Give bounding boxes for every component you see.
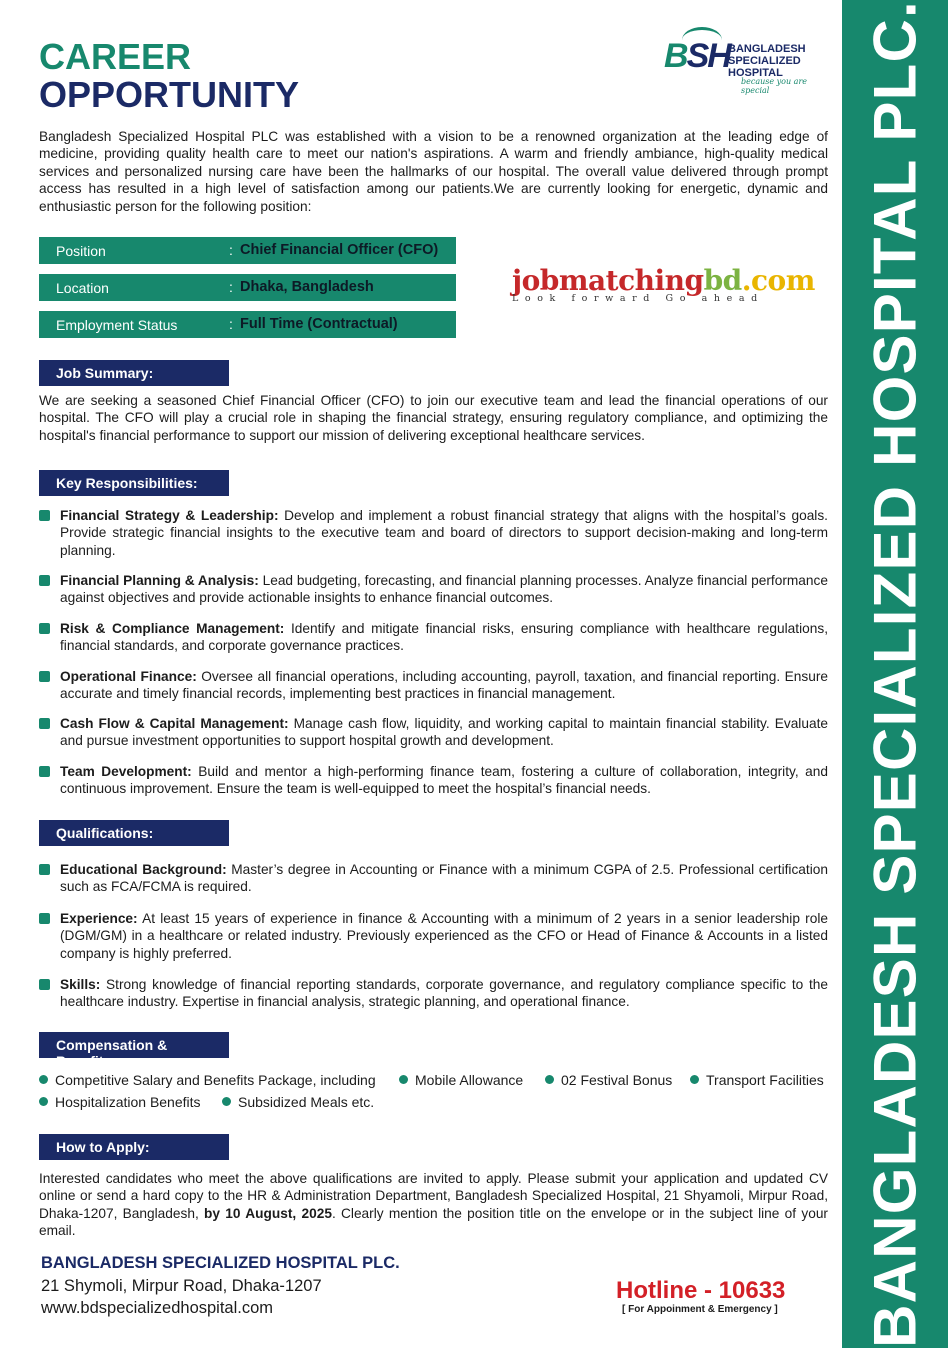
apply-text-after: . Clearly mention the position title on the envelope or in the subject line of your email. [39,1205,828,1239]
info-row-position [39,237,456,264]
apply-deadline: by 10 August, 2025 [204,1205,332,1221]
page-title [39,38,299,114]
logo-mark-b: B [664,37,687,75]
bullet-dot-icon [690,1075,699,1084]
benefit-item [399,1069,523,1091]
list-item [39,668,828,703]
item-text: At least 15 years of experience in finance & Accounting with a minimum of 2 years in a senior leadership role (DGM/GM) in a healthcare or related industry. Previously experienced as the CFO or Head of Finance & Accounts in a listed company is highly preferred. [60,911,828,961]
logo-name-line-2: SPECIALIZED HOSPITAL [728,55,801,79]
footer-address: 21 Shymoli, Mirpur Road, Dhaka-1207 [41,1277,322,1295]
info-row-location [39,274,456,301]
logo-tagline: because you are special [741,77,807,95]
apply-text-before: Interested candidates who meet the above qualifications are invited to apply. Please submit your application and updated CV online or send a hard copy to the HR & Administration Department, Bangladesh Specialized Hospital, 21 Shyamoli, Mirpur Road, Dhaka-1207, Bangladesh, [39,1171,828,1221]
bullet-dot-icon [39,1075,48,1084]
section-heading-benefits: Compensation & Benefits: [39,1032,229,1058]
bullet-square-icon [39,766,50,777]
benefit-label: Subsidized Meals etc. [238,1094,375,1110]
list-item [39,507,828,559]
item-title: Educational Background: [60,862,227,877]
footer-website[interactable]: www.bdspecializedhospital.com [41,1299,274,1317]
info-colon: : [229,242,233,258]
job-summary-text: We are seeking a seasoned Chief Financial Officer (CFO) to join our executive team and lead the financial operations of our hospital. The CFO will play a crucial role in shaping the financial strategy, ensuring regulatory compliance, and optimizing the hospital's financial performance to support our mission of delivering exceptional healthcare services. [39,393,828,443]
bullet-square-icon [39,913,50,924]
benefits-list [39,1069,834,1115]
bullet-square-icon [39,864,50,875]
bullet-square-icon [39,671,50,682]
section-heading-responsibilities: Key Responsibilities: [39,470,229,496]
watermark-part-3: .com [741,264,815,297]
item-text: Identify and mitigate financial risks, ensuring compliance with healthcare regulations, financial standards, and corporate governance practices. [60,621,828,654]
jobmatchingbd-watermark [512,266,828,304]
bullet-square-icon [39,718,50,729]
bullet-square-icon [39,979,50,990]
watermark-logo [512,266,828,296]
info-value: Dhaka, Bangladesh [240,279,374,295]
item-title: Financial Planning & Analysis: [60,573,259,588]
bullet-dot-icon [222,1097,231,1106]
logo-mark-sh: SH [686,37,730,75]
info-value: Chief Financial Officer (CFO) [240,242,439,258]
item-text: Oversee all financial operations, including accounting, payroll, taxation, and financial reporting. Ensure accurate and timely financial records, implementing best practices in financial management. [60,669,828,702]
bullet-square-icon [39,510,50,521]
item-title: Cash Flow & Capital Management: [60,716,289,731]
item-text: Manage cash flow, liquidity, and working capital to maintain financial stability. Evaluate and pursue investment opportunities to support hospital growth and development. [60,716,828,749]
side-banner-text: BANGLADESH SPECIALIZED HOSPITAL PLC. [861,0,929,1348]
title-line-2: OPPORTUNITY [39,74,300,115]
footer-company-name: BANGLADESH SPECIALIZED HOSPITAL PLC. [41,1254,400,1272]
list-item [39,620,828,655]
how-to-apply-text [39,1170,828,1240]
hospital-logo [664,25,834,93]
item-title: Experience: [60,911,138,926]
list-item [39,910,828,962]
item-text: Build and mentor a high-performing finance team, fostering a culture of collaboration, integrity, and continuous improvement. Ensure the team is well-equipped to meet the hospital’s financial needs. [60,764,828,797]
item-title: Financial Strategy & Leadership: [60,508,279,523]
item-title: Team Development: [60,764,192,779]
bullet-square-icon [39,575,50,586]
item-text: Develop and implement a robust financial strategy that aligns with the hospital’s goals. Provide strategic financial insights to the executive team and board of directors to support decision-making and long-term planning. [60,508,828,558]
hotline-number[interactable]: Hotline - 10633 [616,1277,786,1304]
section-heading-qualifications: Qualifications: [39,820,229,846]
benefit-label: Competitive Salary and Benefits Package, including [55,1072,376,1088]
item-title: Risk & Compliance Management: [60,621,285,636]
benefit-item [39,1091,201,1113]
info-label: Location [56,280,109,296]
bullet-square-icon [39,623,50,634]
watermark-part-2: bd [703,264,742,297]
section-heading-how-to-apply: How to Apply: [39,1134,229,1160]
benefit-item [222,1091,374,1113]
watermark-part-1: jobmatching [512,264,704,297]
watermark-slogan: Look forward Go ahead [512,293,764,304]
info-row-employment-status [39,311,456,338]
logo-name [728,43,834,79]
logo-mark [664,37,730,76]
item-text: Lead budgeting, forecasting, and financial planning processes. Analyze financial performance against objectives and provide actionable insights to enhance financial outcomes. [60,573,828,606]
list-item [39,715,828,750]
list-item [39,861,828,896]
benefit-label: Mobile Allowance [415,1072,524,1088]
list-item [39,763,828,798]
benefit-label: Transport Facilities [706,1072,824,1088]
info-colon: : [229,316,233,332]
section-heading-job-summary: Job Summary: [39,360,229,386]
list-item [39,572,828,607]
info-label: Employment Status [56,317,178,333]
benefit-item [690,1069,824,1091]
benefit-label: Hospitalization Benefits [55,1094,201,1110]
item-text: Strong knowledge of financial reporting standards, corporate governance, and regulatory compliance specific to the healthcare industry. Expertise in financial analysis, strategic planning, and operational finance. [60,977,828,1010]
title-line-1: CAREER [39,36,192,77]
benefit-label: 02 Festival Bonus [561,1072,673,1088]
item-title: Skills: [60,977,101,992]
info-label: Position [56,243,106,259]
list-item [39,976,828,1011]
bullet-dot-icon [399,1075,408,1084]
hotline-note: [ For Appoinment & Emergency ] [622,1304,778,1315]
bullet-dot-icon [545,1075,554,1084]
bullet-dot-icon [39,1097,48,1106]
info-value: Full Time (Contractual) [240,316,398,332]
benefit-item [545,1069,672,1091]
benefit-item [39,1069,376,1091]
logo-name-line-1: BANGLADESH [728,43,806,55]
item-text: Master’s degree in Accounting or Finance with a minimum CGPA of 2.5. Professional certification such as FCA/FCMA is required. [60,862,828,895]
item-title: Operational Finance: [60,669,197,684]
info-colon: : [229,279,233,295]
intro-paragraph: Bangladesh Specialized Hospital PLC was established with a vision to be a renowned organization at the leading edge of medicine, providing quality health care to meet our nation's aspirations. A warm and friendly ambiance, high-quality medical services and personalized nursing care have been the hallmarks of our hospital. The overall value delivered through prompt access has resulted in a high level of satisfaction among our patients.We are currently looking for energetic, dynamic and enthusiastic person for the following position: [39,129,828,214]
